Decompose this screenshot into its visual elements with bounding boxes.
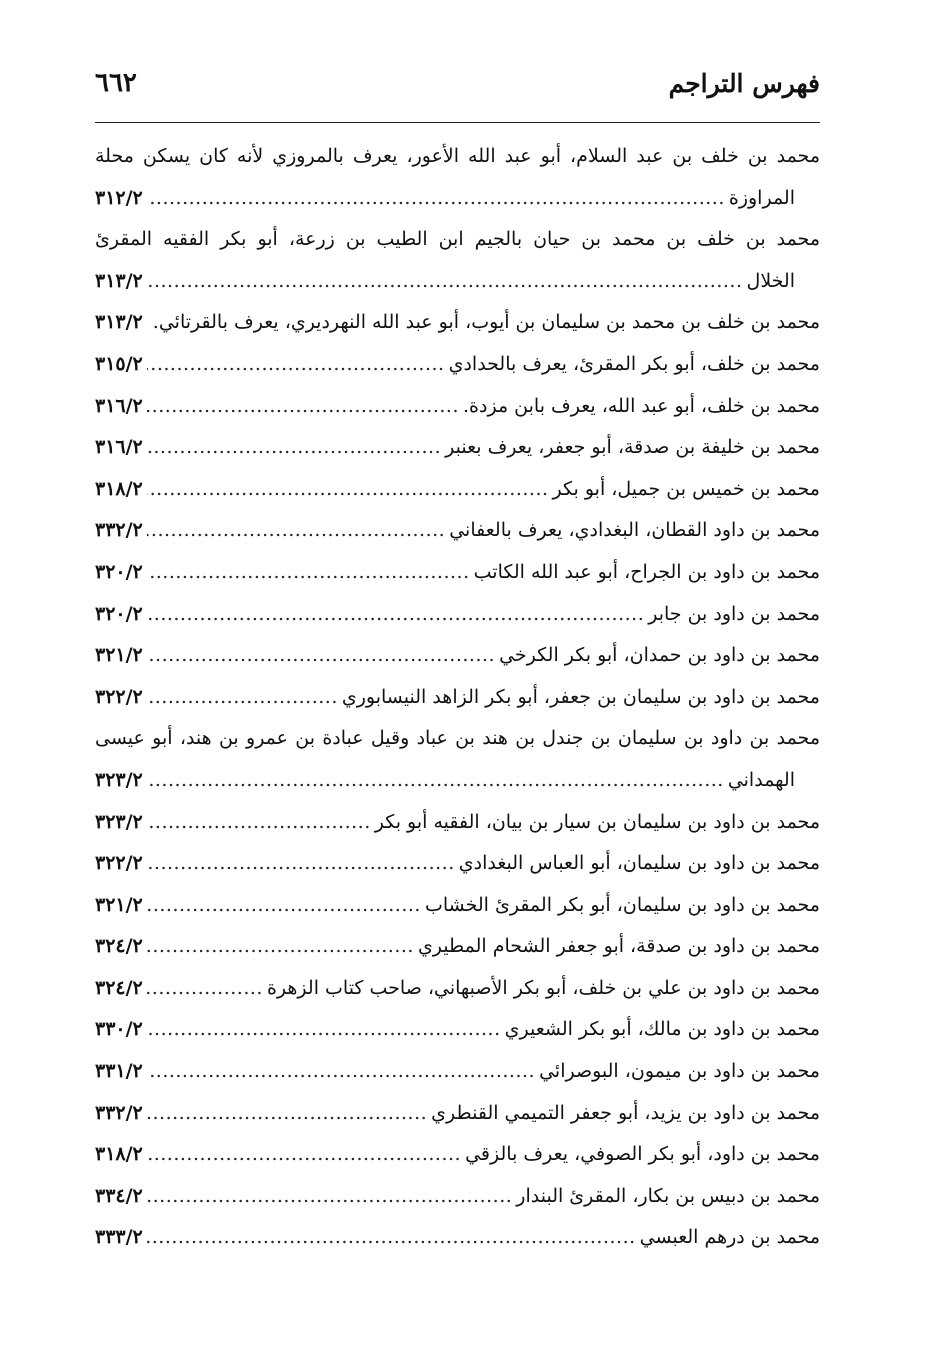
- page-header: [95, 58, 820, 108]
- dot-leader: [147, 510, 445, 552]
- index-entry: [95, 1051, 820, 1093]
- biography-index-list: [95, 136, 820, 1259]
- index-entry: [95, 1093, 820, 1135]
- page-reference: ٣٣٤/٢: [95, 1184, 143, 1207]
- page-reference: ٣٢٠/٢: [95, 560, 143, 583]
- dot-leader: [147, 1093, 427, 1135]
- entry-row: [95, 594, 820, 636]
- dot-leader: [147, 469, 549, 511]
- entry-name: محمد بن خلف، أبو عبد الله، يعرف بابن مزدة.: [463, 394, 820, 417]
- page-reference: ٣٣١/٢: [95, 1060, 143, 1083]
- entry-name: محمد بن خميس بن جميل، أبو بكر: [552, 477, 820, 500]
- index-entry: [95, 136, 820, 219]
- entry-first-line: محمد بن داود بن سليمان بن جندل بن هند بن عباد وقيل عبادة بن عمرو بن هند، أبو عيسى: [95, 727, 820, 750]
- dot-leader: [147, 1176, 513, 1218]
- entry-row: [95, 843, 820, 885]
- index-entry: [95, 302, 820, 344]
- entry-name: الهمداني: [727, 768, 795, 791]
- entry-name: محمد بن داود بن مالك، أبو بكر الشعيري: [504, 1018, 820, 1041]
- page-reference: ٣٢٢/٢: [95, 685, 143, 708]
- page-reference: ٣١٦/٢: [95, 436, 143, 459]
- page-reference: ٣٢٢/٢: [95, 852, 143, 875]
- entry-name: محمد بن داود بن ميمون، البوصرائي: [539, 1060, 820, 1083]
- page-reference: ٣١٨/٢: [95, 477, 143, 500]
- dot-leader: [147, 594, 644, 636]
- entry-name: محمد بن داود بن يزيد، أبو جعفر التميمي القنطري: [431, 1101, 820, 1124]
- dot-leader: [147, 885, 421, 927]
- entry-name: محمد بن داود بن سليمان بن سيار بن بيان، الفقيه أبو بكر: [374, 810, 820, 833]
- entry-name: محمد بن داود القطان، البغدادي، يعرف بالعفاني: [449, 519, 820, 542]
- entry-name: محمد بن داود بن سليمان، أبو العباس البغدادي: [458, 852, 820, 875]
- page-reference: ٣٢٠/٢: [95, 602, 143, 625]
- index-entry: [95, 635, 820, 677]
- dot-leader: [147, 802, 371, 844]
- entry-row: [95, 510, 820, 552]
- entry-row: [95, 1051, 820, 1093]
- dot-leader: [147, 552, 470, 594]
- index-entry: [95, 510, 820, 552]
- dot-leader: [147, 760, 724, 802]
- page-reference: ٣٣٢/٢: [95, 1101, 143, 1124]
- dot-leader: [147, 635, 495, 677]
- entry-first-line: محمد بن خلف بن عبد السلام، أبو عبد الله الأعور، يعرف بالمروزي لأنه كان يسكن محلة: [95, 145, 820, 167]
- entry-name: محمد بن داود بن جابر: [648, 602, 820, 625]
- entry-row: [95, 469, 820, 511]
- index-entry: [95, 1176, 820, 1218]
- entry-row: [95, 552, 820, 594]
- index-entry: [95, 802, 820, 844]
- entry-row: [95, 427, 820, 469]
- index-entry: [95, 1217, 820, 1259]
- entry-row: [95, 802, 820, 844]
- entry-row: [95, 926, 820, 968]
- index-entry: [95, 926, 820, 968]
- entry-name: محمد بن داود بن سليمان بن جعفر، أبو بكر الزاهد النيسابوري: [341, 685, 820, 708]
- index-entry: [95, 386, 820, 428]
- page-reference: ٣١٨/٢: [95, 1143, 143, 1166]
- index-entry: [95, 344, 820, 386]
- page-reference: ٣٣٠/٢: [95, 1018, 143, 1041]
- index-entry: [95, 843, 820, 885]
- page-reference: ٣١٢/٢: [95, 186, 143, 209]
- page-reference: ٣٢١/٢: [95, 644, 143, 667]
- page-reference: ٣٢٣/٢: [95, 768, 143, 791]
- entry-row: [95, 760, 820, 802]
- index-entry: [95, 1134, 820, 1176]
- dot-leader: [147, 926, 414, 968]
- dot-leader: [147, 178, 725, 220]
- entry-row: [95, 968, 820, 1010]
- running-title: فهرس التراجم: [668, 68, 820, 98]
- dot-leader: [147, 843, 455, 885]
- page-reference: ٣١٥/٢: [95, 352, 143, 375]
- dot-leader: [147, 677, 338, 719]
- page-reference: ٣١٣/٢: [95, 269, 143, 292]
- header-rule: [95, 122, 820, 123]
- entry-row: [95, 344, 820, 386]
- index-entry: [95, 1009, 820, 1051]
- entry-first-line: محمد بن خلف بن محمد بن حيان بالجيم ابن الطيب بن زرعة، أبو بكر الفقيه المقرئ: [95, 228, 820, 251]
- entry-name: محمد بن داود بن صدقة، أبو جعفر الشحام المطيري: [417, 935, 820, 958]
- entry-row: [95, 302, 820, 344]
- index-entry: [95, 594, 820, 636]
- entry-name: محمد بن داود بن سليمان، أبو بكر المقرئ الخشاب: [424, 893, 820, 916]
- entry-row: [95, 885, 820, 927]
- dot-leader: [147, 386, 459, 428]
- entry-row: [95, 635, 820, 677]
- entry-row: [95, 1134, 820, 1176]
- dot-leader: [147, 261, 743, 303]
- dot-leader: [147, 427, 441, 469]
- dot-leader: [147, 344, 445, 386]
- entry-name: محمد بن داود بن علي بن خلف، أبو بكر الأصبهاني، صاحب كتاب الزهرة: [266, 976, 820, 999]
- page-reference: ٣٣٢/٢: [95, 519, 143, 542]
- entry-row: [95, 1009, 820, 1051]
- entry-row: [95, 178, 820, 220]
- entry-row: [95, 677, 820, 719]
- entry-name: محمد بن خلف بن محمد بن سليمان بن أيوب، أبو عبد الله النهرديري، يعرف بالقرتائي.: [152, 311, 820, 334]
- entry-name: محمد بن داود بن حمدان، أبو بكر الكرخي: [499, 644, 820, 667]
- index-entry: [95, 718, 820, 801]
- dot-leader: [147, 1134, 461, 1176]
- dot-leader: [147, 1009, 501, 1051]
- index-entry: [95, 219, 820, 302]
- index-entry: [95, 885, 820, 927]
- index-entry: [95, 427, 820, 469]
- entry-name: محمد بن خليفة بن صدقة، أبو جعفر، يعرف بعنبر: [445, 436, 820, 459]
- entry-name: الخلال: [746, 269, 795, 292]
- entry-row: [95, 1176, 820, 1218]
- dot-leader: [147, 1217, 636, 1259]
- page-reference: ٣٢٣/٢: [95, 810, 143, 833]
- index-entry: [95, 469, 820, 511]
- entry-row: [95, 1217, 820, 1259]
- page-reference: ٣٢٤/٢: [95, 976, 143, 999]
- entry-row: [95, 386, 820, 428]
- page-reference: ٣١٦/٢: [95, 394, 143, 417]
- entry-name: محمد بن درهم العبسي: [639, 1226, 820, 1249]
- page-number: ٦٦٢: [95, 68, 137, 98]
- entry-name: محمد بن دبيس بن بكار، المقرئ البندار: [516, 1184, 820, 1207]
- page-reference: ٣١٣/٢: [95, 311, 143, 334]
- entry-row: [95, 261, 820, 303]
- dot-leader: [147, 968, 263, 1010]
- entry-name: المراوزة: [728, 186, 795, 209]
- dot-leader: [147, 1051, 535, 1093]
- entry-name: محمد بن داود، أبو بكر الصوفي، يعرف بالزقي: [465, 1143, 820, 1166]
- dot-leader: [147, 302, 149, 344]
- index-entry: [95, 968, 820, 1010]
- index-entry: [95, 552, 820, 594]
- page-reference: ٣٣٣/٢: [95, 1226, 143, 1249]
- page-reference: ٣٢١/٢: [95, 893, 143, 916]
- entry-row: [95, 1093, 820, 1135]
- entry-name: محمد بن داود بن الجراح، أبو عبد الله الكاتب: [473, 560, 820, 583]
- index-entry: [95, 677, 820, 719]
- entry-name: محمد بن خلف، أبو بكر المقرئ، يعرف بالحدادي: [448, 352, 820, 375]
- page-reference: ٣٢٤/٢: [95, 935, 143, 958]
